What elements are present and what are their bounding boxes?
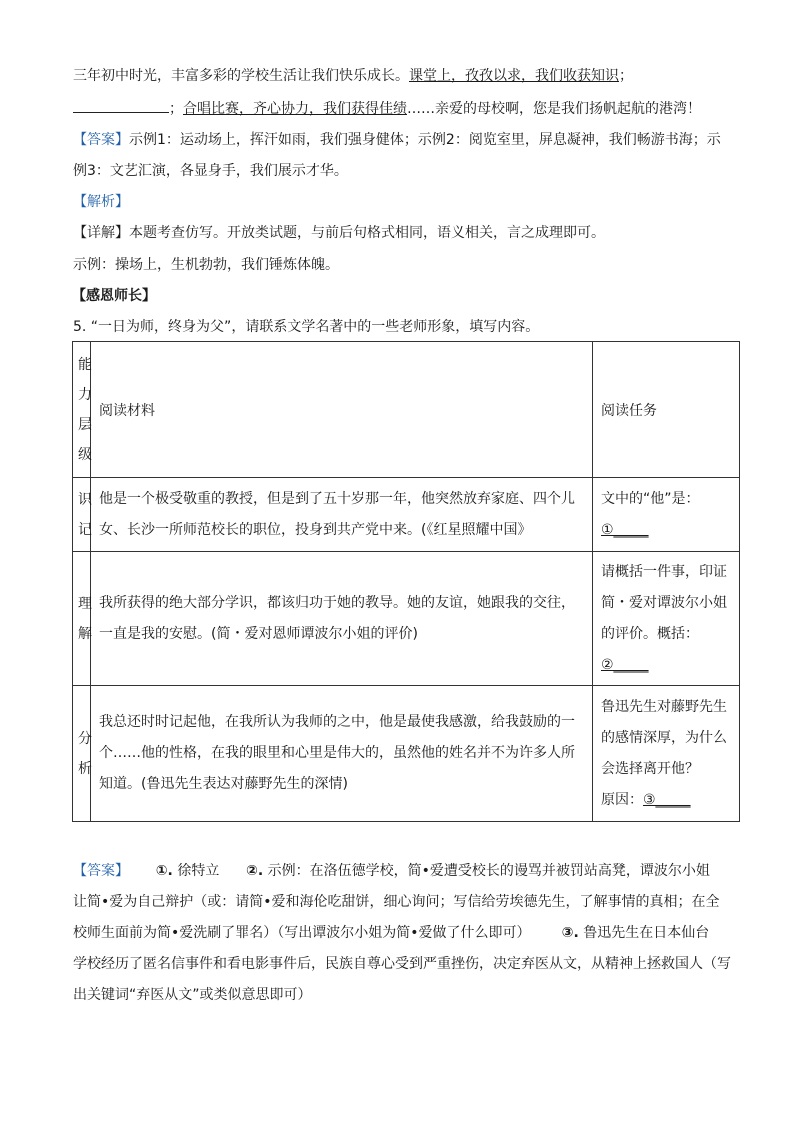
answer-text: 校师生面前为简•爱洗刷了罪名）（写出谭波尔小姐为简•爱做了什么即可） xyxy=(73,925,531,941)
answer-text: 示例1：运动场上，挥汗如雨，我们强身健体；示例2：阅览室里，屏息凝神，我们畅游书海；示 xyxy=(129,132,721,148)
task-header: 阅读任务 xyxy=(593,342,740,478)
table-row xyxy=(73,686,740,822)
answer2-line-1 xyxy=(73,856,733,887)
intro-text: ……亲爱的母校啊，您是我们扬帆起航的港湾！ xyxy=(407,101,701,117)
material-cell xyxy=(91,478,593,552)
level-char: 层 xyxy=(78,416,92,433)
intro-underlined-example: 课堂上，孜孜以求，我们收获知识 xyxy=(409,68,619,84)
task-text: 文中的“他”是： xyxy=(601,490,700,507)
answer2-line-3 xyxy=(73,918,733,949)
answer-text: 示例：在洛伍德学校，简•爱遭受校长的谩骂并被罚站高凳，谭波尔小姐 xyxy=(267,863,710,879)
section-title: 【感恩师长】 xyxy=(72,288,156,304)
answer2-line-5: 出关键词“弃医从文”或类似意思即可） xyxy=(73,987,312,1003)
level-cell xyxy=(73,686,91,822)
task-text: 鲁迅先生对藤野先生的感情深厚，为什么会选择离开他？ xyxy=(601,698,727,777)
intro-underlined-example: 合唱比赛，齐心协力，我们获得佳绩 xyxy=(183,101,407,117)
level-cell xyxy=(73,552,91,686)
answer-blank-1[interactable]: ①_____ xyxy=(601,521,649,538)
answer-tag: 【答案】 xyxy=(73,132,129,148)
level-char: 识 xyxy=(78,491,92,508)
intro-punct: ； xyxy=(169,101,183,117)
answer-number: ②. xyxy=(246,863,264,879)
intro-text: 三年初中时光，丰富多彩的学校生活让我们快乐成长。 xyxy=(73,68,409,84)
detail-tag: 【详解】 xyxy=(73,225,129,241)
task-cell xyxy=(593,686,740,822)
answer-number: ①. xyxy=(155,863,173,879)
answer-number: ③. xyxy=(561,925,579,941)
answer-line-2 xyxy=(73,161,348,181)
table-header-row xyxy=(73,342,740,478)
answer-line-1 xyxy=(73,130,721,150)
answer-blank-3[interactable]: ③_____ xyxy=(643,791,691,808)
level-char: 理 xyxy=(78,595,92,612)
fill-blank[interactable] xyxy=(73,98,169,113)
material-text: 他是一个极受敬重的教授，但是到了五十岁那一年，他突然放弃家庭、四个儿女、长沙一所师范校长的职位，投身到共产党中来。(《红星照耀中国》 xyxy=(99,490,575,538)
task-cell xyxy=(593,552,740,686)
detail-text: 本题考查仿写。开放类试题，与前后句格式相同，语义相关，言之成理即可。 xyxy=(129,225,605,241)
material-cell xyxy=(91,686,593,822)
answer-text: 例3：文艺汇演，各显身手，我们展示才华。 xyxy=(73,163,348,179)
material-header: 阅读材料 xyxy=(91,342,593,478)
task-label: 原因： xyxy=(601,791,643,808)
answer-text: 鲁迅先生在日本仙台 xyxy=(583,925,710,941)
level-char: 记 xyxy=(78,521,92,538)
level-char: 析 xyxy=(78,760,92,777)
answer2-line-2: 让简•爱为自己辩护（或：请简•爱和海伦吃甜饼，细心询问；写信给劳埃德先生，了解事情的真相；在全 xyxy=(73,894,720,910)
intro-line-1 xyxy=(73,66,633,86)
level-header-cell xyxy=(73,342,91,478)
level-cell xyxy=(73,478,91,552)
detail-line xyxy=(73,223,605,243)
analysis-tag: 【解析】 xyxy=(73,194,129,210)
answer-blank-2[interactable]: ②_____ xyxy=(601,656,649,673)
table-row xyxy=(73,552,740,686)
intro-line-2 xyxy=(73,98,701,119)
level-char: 解 xyxy=(78,625,92,642)
task-cell xyxy=(593,478,740,552)
material-cell xyxy=(91,552,593,686)
material-text: 我所获得的绝大部分学识，都该归功于她的教导。她的友谊，她跟我的交往，一直是我的安慰。(简・爱对恩师谭波尔小姐的评价) xyxy=(99,594,575,642)
level-char: 级 xyxy=(78,446,92,463)
table-row xyxy=(73,478,740,552)
level-char: 分 xyxy=(78,730,92,747)
intro-punct: ； xyxy=(619,68,633,84)
task-text: 请概括一件事，印证简・爱对谭波尔小姐的评价。概括： xyxy=(601,563,727,642)
reading-table xyxy=(72,341,740,822)
level-char: 力 xyxy=(78,386,92,403)
answer-tag: 【答案】 xyxy=(73,863,129,879)
level-char: 能 xyxy=(78,356,92,373)
answer2-line-4: 学校经历了匿名信事件和看电影事件后，民族自尊心受到严重挫伤，决定弃医从文，从精神上拯救国人（写 xyxy=(73,956,731,972)
example-line: 示例：操场上，生机勃勃，我们锤炼体魄。 xyxy=(73,257,339,273)
answer-text: 徐特立 xyxy=(177,863,220,879)
material-text: 我总还时时记起他，在我所认为我师的之中，他是最使我感激，给我鼓励的一个……他的性格，在我的眼里和心里是伟大的，虽然他的姓名并不为许多人所知道。(鲁迅先生表达对藤野先生的深情) xyxy=(99,714,575,792)
question-5: 5. “一日为师，终身为父”，请联系文学名著中的一些老师形象，填写内容。 xyxy=(73,319,540,335)
